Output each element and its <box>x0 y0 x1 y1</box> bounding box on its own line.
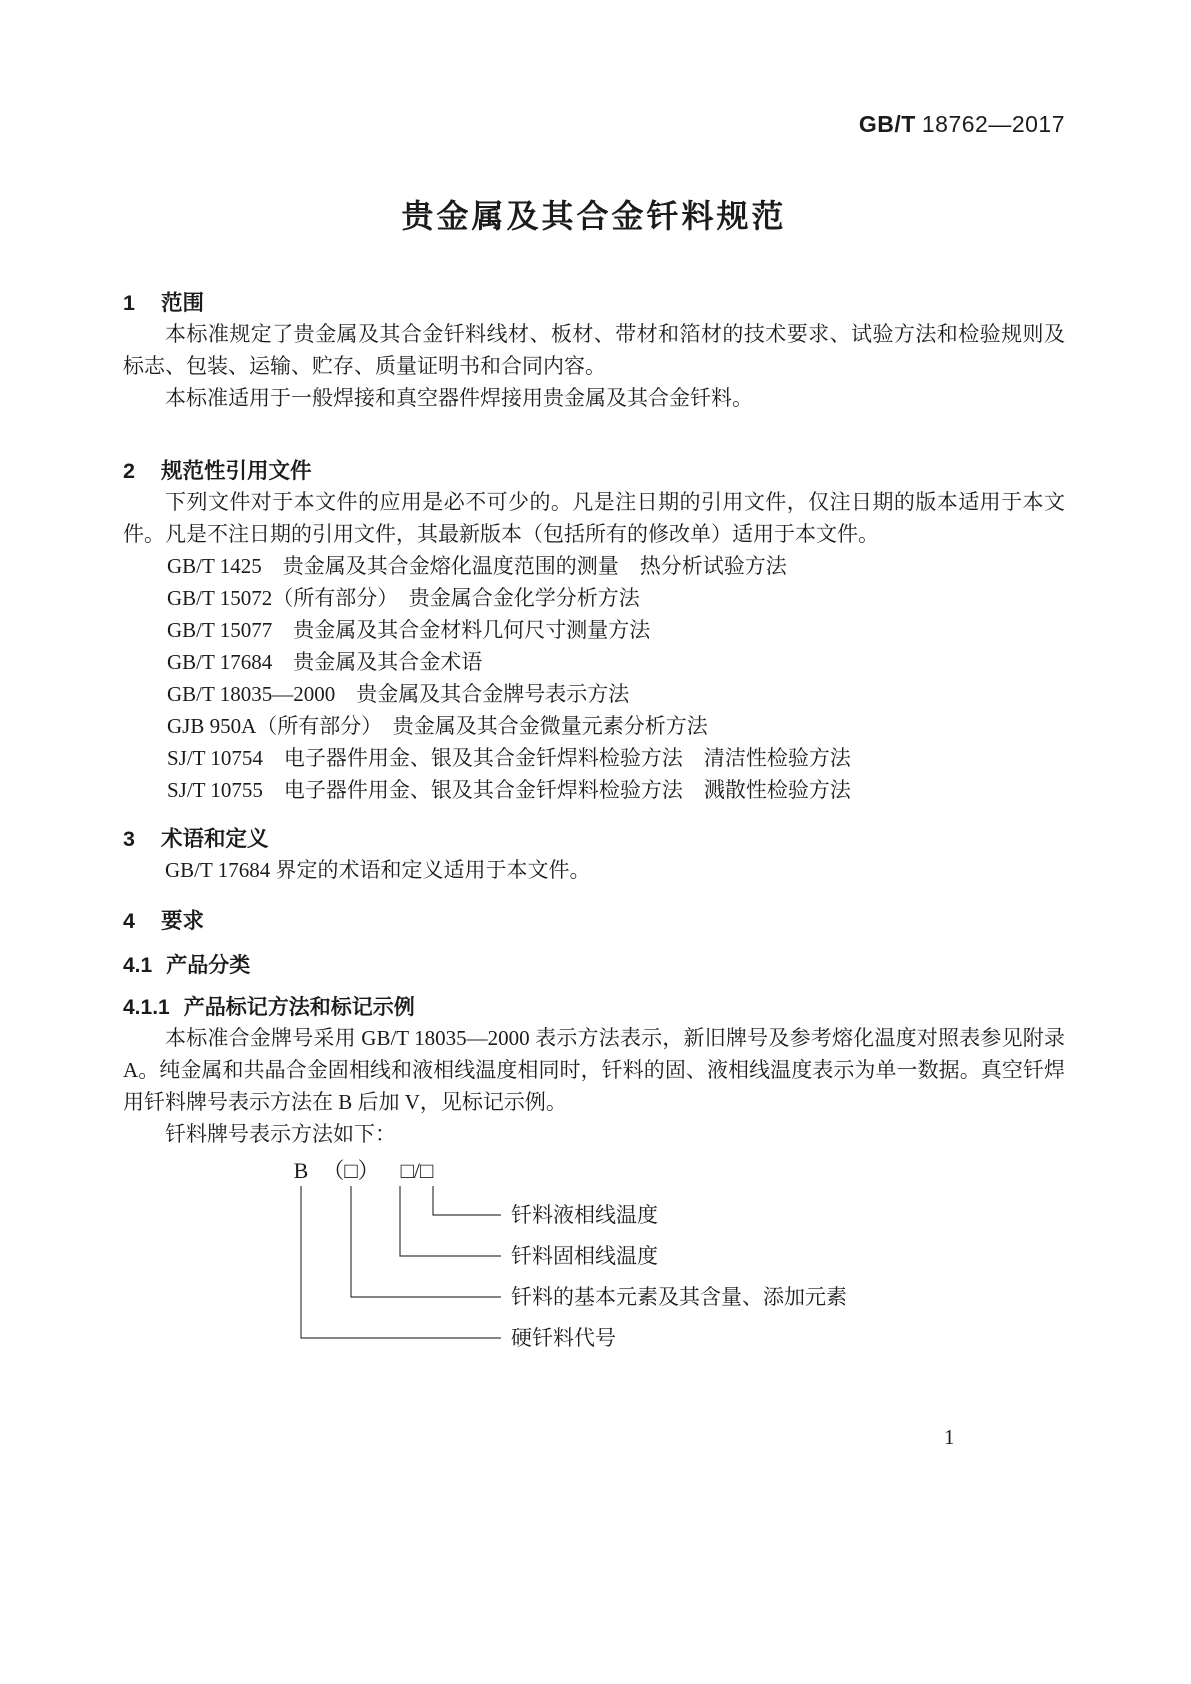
doc-number-prefix: GB/T <box>858 111 916 137</box>
section-4-1-number: 4.1 <box>123 954 153 977</box>
reference-item: GB/T 17684 贵金属及其合金术语 <box>167 650 483 674</box>
diagram-label-solidus-temperature: 钎料固相线温度 <box>511 1244 658 1268</box>
section-1-heading <box>123 288 1065 318</box>
section-4-title: 要求 <box>160 909 204 933</box>
reference-item: GB/T 1425 贵金属及其合金熔化温度范围的测量 热分析试验方法 <box>167 554 787 578</box>
section-3-heading <box>123 824 1065 854</box>
diagram-label-brazing-filler-code: 硬钎料代号 <box>511 1326 616 1350</box>
reference-item: SJ/T 10754 电子器件用金、银及其合金钎焊料检验方法 清洁性检验方法 <box>167 746 851 770</box>
section-2-title: 规范性引用文件 <box>160 459 312 483</box>
section-4-1-1-paragraph-1: 本标准合金牌号采用 GB/T 18035—2000 表示方法表示，新旧牌号及参考熔化温度对照表参见附录 A。纯金属和共晶合金固相线和液相线温度相同时，钎料的固、液相线温度表示为单一数据。真空钎焊用钎料牌号表示方法在 B 后加 V，见标记示例。 <box>123 1026 1065 1114</box>
section-2-number: 2 <box>123 459 135 483</box>
section-1-title: 范围 <box>160 291 204 315</box>
section-1-paragraph-1: 本标准规定了贵金属及其合金钎料线材、板材、带材和箔材的技术要求、试验方法和检验规则及标志、包装、运输、贮存、质量证明书和合同内容。 <box>123 322 1065 378</box>
section-1-paragraph-2: 本标准适用于一般焊接和真空器件焊接用贵金属及其合金钎料。 <box>165 386 753 410</box>
section-4-1-1-paragraph-2: 钎料牌号表示方法如下： <box>165 1122 396 1146</box>
diagram-label-base-elements: 钎料的基本元素及其含量、添加元素 <box>511 1285 847 1309</box>
connector-brazing-code <box>301 1186 501 1338</box>
reference-item: GB/T 18035—2000 贵金属及其合金牌号表示方法 <box>167 682 630 706</box>
reference-item: GB/T 15077 贵金属及其合金材料几何尺寸测量方法 <box>167 618 651 642</box>
section-2-paragraph-1: 下列文件对于本文件的应用是必不可少的。凡是注日期的引用文件，仅注日期的版本适用于本文件。凡是不注日期的引用文件，其最新版本（包括所有的修改单）适用于本文件。 <box>123 490 1065 546</box>
marking-diagram-svg <box>123 1156 1063 1356</box>
section-4-1-heading <box>123 952 1065 980</box>
section-2-heading <box>123 456 1065 486</box>
section-4-1-title: 产品分类 <box>166 954 251 977</box>
section-4-1-1-number: 4.1.1 <box>123 996 170 1019</box>
reference-item: SJ/T 10755 电子器件用金、银及其合金钎焊料检验方法 溅散性检验方法 <box>167 778 851 802</box>
page-number: 1 <box>944 1425 955 1449</box>
connector-liquidus <box>433 1186 501 1215</box>
section-1-number: 1 <box>123 291 135 315</box>
diagram-code-letter: B <box>293 1158 309 1183</box>
diagram-temperature-placeholders: □/□ <box>400 1158 434 1183</box>
section-3-paragraph-1: GB/T 17684 界定的术语和定义适用于本文件。 <box>165 858 591 882</box>
section-3-number: 3 <box>123 827 135 851</box>
reference-item: GJB 950A（所有部分） 贵金属及其合金微量元素分析方法 <box>167 714 708 738</box>
reference-item: GB/T 15072（所有部分） 贵金属合金化学分析方法 <box>167 586 640 610</box>
section-4-1-1-heading <box>123 994 1065 1022</box>
document-title: 贵金属及其合金钎料规范 <box>401 198 787 234</box>
diagram-connector-lines <box>301 1186 501 1338</box>
connector-solidus <box>400 1186 501 1256</box>
diagram-label-liquidus-temperature: 钎料液相线温度 <box>511 1203 658 1227</box>
section-4-number: 4 <box>123 909 135 933</box>
section-3-title: 术语和定义 <box>160 827 269 851</box>
connector-elements <box>351 1186 501 1297</box>
doc-number <box>123 0 1065 138</box>
section-4-heading <box>123 906 1065 936</box>
doc-number-value: 18762—2017 <box>921 111 1065 137</box>
section-4-1-1-title: 产品标记方法和标记示例 <box>183 996 415 1019</box>
designation-marking-diagram <box>123 1156 1065 1361</box>
diagram-element-placeholder: （□） <box>322 1158 380 1183</box>
normative-references-list <box>123 550 1065 806</box>
